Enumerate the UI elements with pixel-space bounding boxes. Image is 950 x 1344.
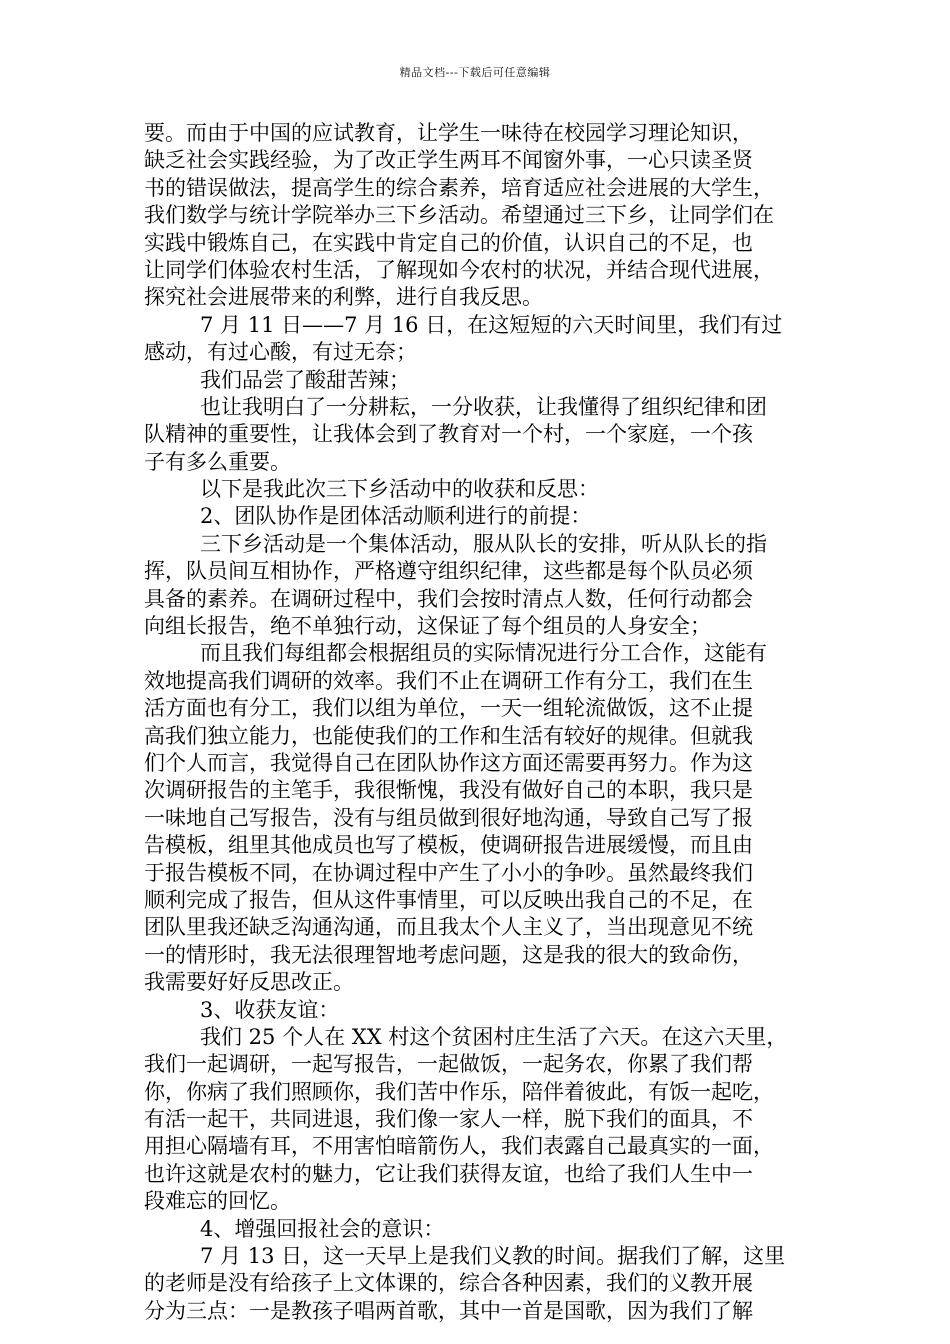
- text-line: 挥，队员间互相协作，严格遵守组织纪律，这些都是每个队员必须: [144, 559, 753, 584]
- text-line: 告模板，组里其他成员也写了模板，使调研报告进展缓慢，而且由: [144, 833, 753, 858]
- text-line: 也让我明白了一分耕耘，一分收获，让我懂得了组织纪律和团: [200, 394, 767, 419]
- text-line: 子有多么重要。: [144, 449, 291, 474]
- text-line: 一的情形时，我无法很理智地考虑问题，这是我的很大的致命伤，: [144, 942, 753, 967]
- text-line: 一味地自己写报告，没有与组员做到很好地沟通，导致自己写了报: [144, 805, 753, 830]
- text-line: 探究社会进展带来的利弊，进行自我反思。: [144, 285, 543, 310]
- text-line: 书的错误做法，提高学生的综合素养，培育适应社会进展的大学生，: [144, 175, 774, 200]
- text-line: 感动，有过心酸，有过无奈；: [144, 340, 417, 365]
- text-line: 我需要好好反思改正。: [144, 970, 354, 995]
- text-line: 实践中锻炼自己，在实践中肯定自己的价值，认识自己的不足，也: [144, 230, 753, 255]
- text-line: 让同学们体验农村生活，了解现如今农村的状况，并结合现代进展，: [144, 257, 774, 282]
- text-line: 具备的素养。在调研过程中，我们会按时清点人数，任何行动都会: [144, 586, 753, 611]
- text-line: 有活一起干，共同进退，我们像一家人一样，脱下我们的面具，不: [144, 1107, 753, 1132]
- document-body: [144, 120, 816, 1325]
- text-line: 次调研报告的主笔手，我很惭愧，我没有做好自己的本职，我只是: [144, 778, 753, 803]
- text-line: 7 月 11 日——7 月 16 日，在这短短的六天时间里，我们有过: [200, 312, 783, 337]
- text-line: 于报告模板不同，在协调过程中产生了小小的争吵。虽然最终我们: [144, 860, 753, 885]
- text-line: 效地提高我们调研的效率。我们不止在调研工作有分工，我们在生: [144, 668, 753, 693]
- text-line: 2、团队协作是团体活动顺利进行的前提：: [200, 504, 592, 529]
- text-line: 三下乡活动是一个集体活动，服从队长的安排，听从队长的指: [200, 531, 767, 556]
- text-line: 以下是我此次三下乡活动中的收获和反思：: [200, 477, 599, 502]
- text-line: 段难忘的回忆。: [144, 1189, 291, 1214]
- text-line: 你，你病了我们照顾你，我们苦中作乐，陪伴着彼此，有饭一起吃，: [144, 1079, 774, 1104]
- text-line: 我们 25 个人在 XX 村这个贫困村庄生活了六天。在这六天里，: [200, 1024, 788, 1049]
- text-line: 我们数学与统计学院举办三下乡活动。希望通过三下乡，让同学们在: [144, 203, 774, 228]
- text-line: 顺利完成了报告，但从这件事情里，可以反映出我自己的不足，在: [144, 887, 753, 912]
- text-line: 缺乏社会实践经验，为了改正学生两耳不闻窗外事，一心只读圣贤: [144, 148, 753, 173]
- text-line: 队精神的重要性，让我体会到了教育对一个村，一个家庭，一个孩: [144, 422, 753, 447]
- text-line: 团队里我还缺乏沟通沟通，而且我太个人主义了，当出现意见不统: [144, 915, 753, 940]
- page-header: 精品文档---下载后可任意编辑: [399, 66, 551, 79]
- text-line: 们个人而言，我觉得自己在团队协作这方面还需要再努力。作为这: [144, 750, 753, 775]
- text-line: 3、收获友谊：: [200, 997, 340, 1022]
- text-line: 也许这就是农村的魅力，它让我们获得友谊，也给了我们人生中一: [144, 1161, 753, 1186]
- text-line: 7 月 13 日，这一天早上是我们义教的时间。据我们了解，这里: [200, 1244, 786, 1269]
- text-line: 我们一起调研，一起写报告，一起做饭，一起务农，你累了我们帮: [144, 1052, 753, 1077]
- text-line: 向组长报告，绝不单独行动，这保证了每个组员的人身安全；: [144, 614, 711, 639]
- text-line: 的老师是没有给孩子上文体课的，综合各种因素，我们的义教开展: [144, 1271, 753, 1296]
- text-line: 高我们独立能力，也能使我们的工作和生活有较好的规律。但就我: [144, 723, 753, 748]
- text-line: 而且我们每组都会根据组员的实际情况进行分工合作，这能有: [200, 641, 767, 666]
- text-line: 要。而由于中国的应试教育，让学生一味待在校园学习理论知识，: [144, 121, 753, 145]
- text-line: 用担心隔墙有耳，不用害怕暗箭伤人，我们表露自己最真实的一面，: [144, 1134, 774, 1159]
- text-line: 分为三点：一是教孩子唱两首歌，其中一首是国歌，因为我们了解: [144, 1298, 753, 1323]
- text-line: 我们品尝了酸甜苦辣；: [200, 367, 410, 392]
- text-line: 活方面也有分工，我们以组为单位，一天一组轮流做饭，这不止提: [144, 696, 753, 721]
- text-line: 4、增强回报社会的意识：: [200, 1216, 445, 1241]
